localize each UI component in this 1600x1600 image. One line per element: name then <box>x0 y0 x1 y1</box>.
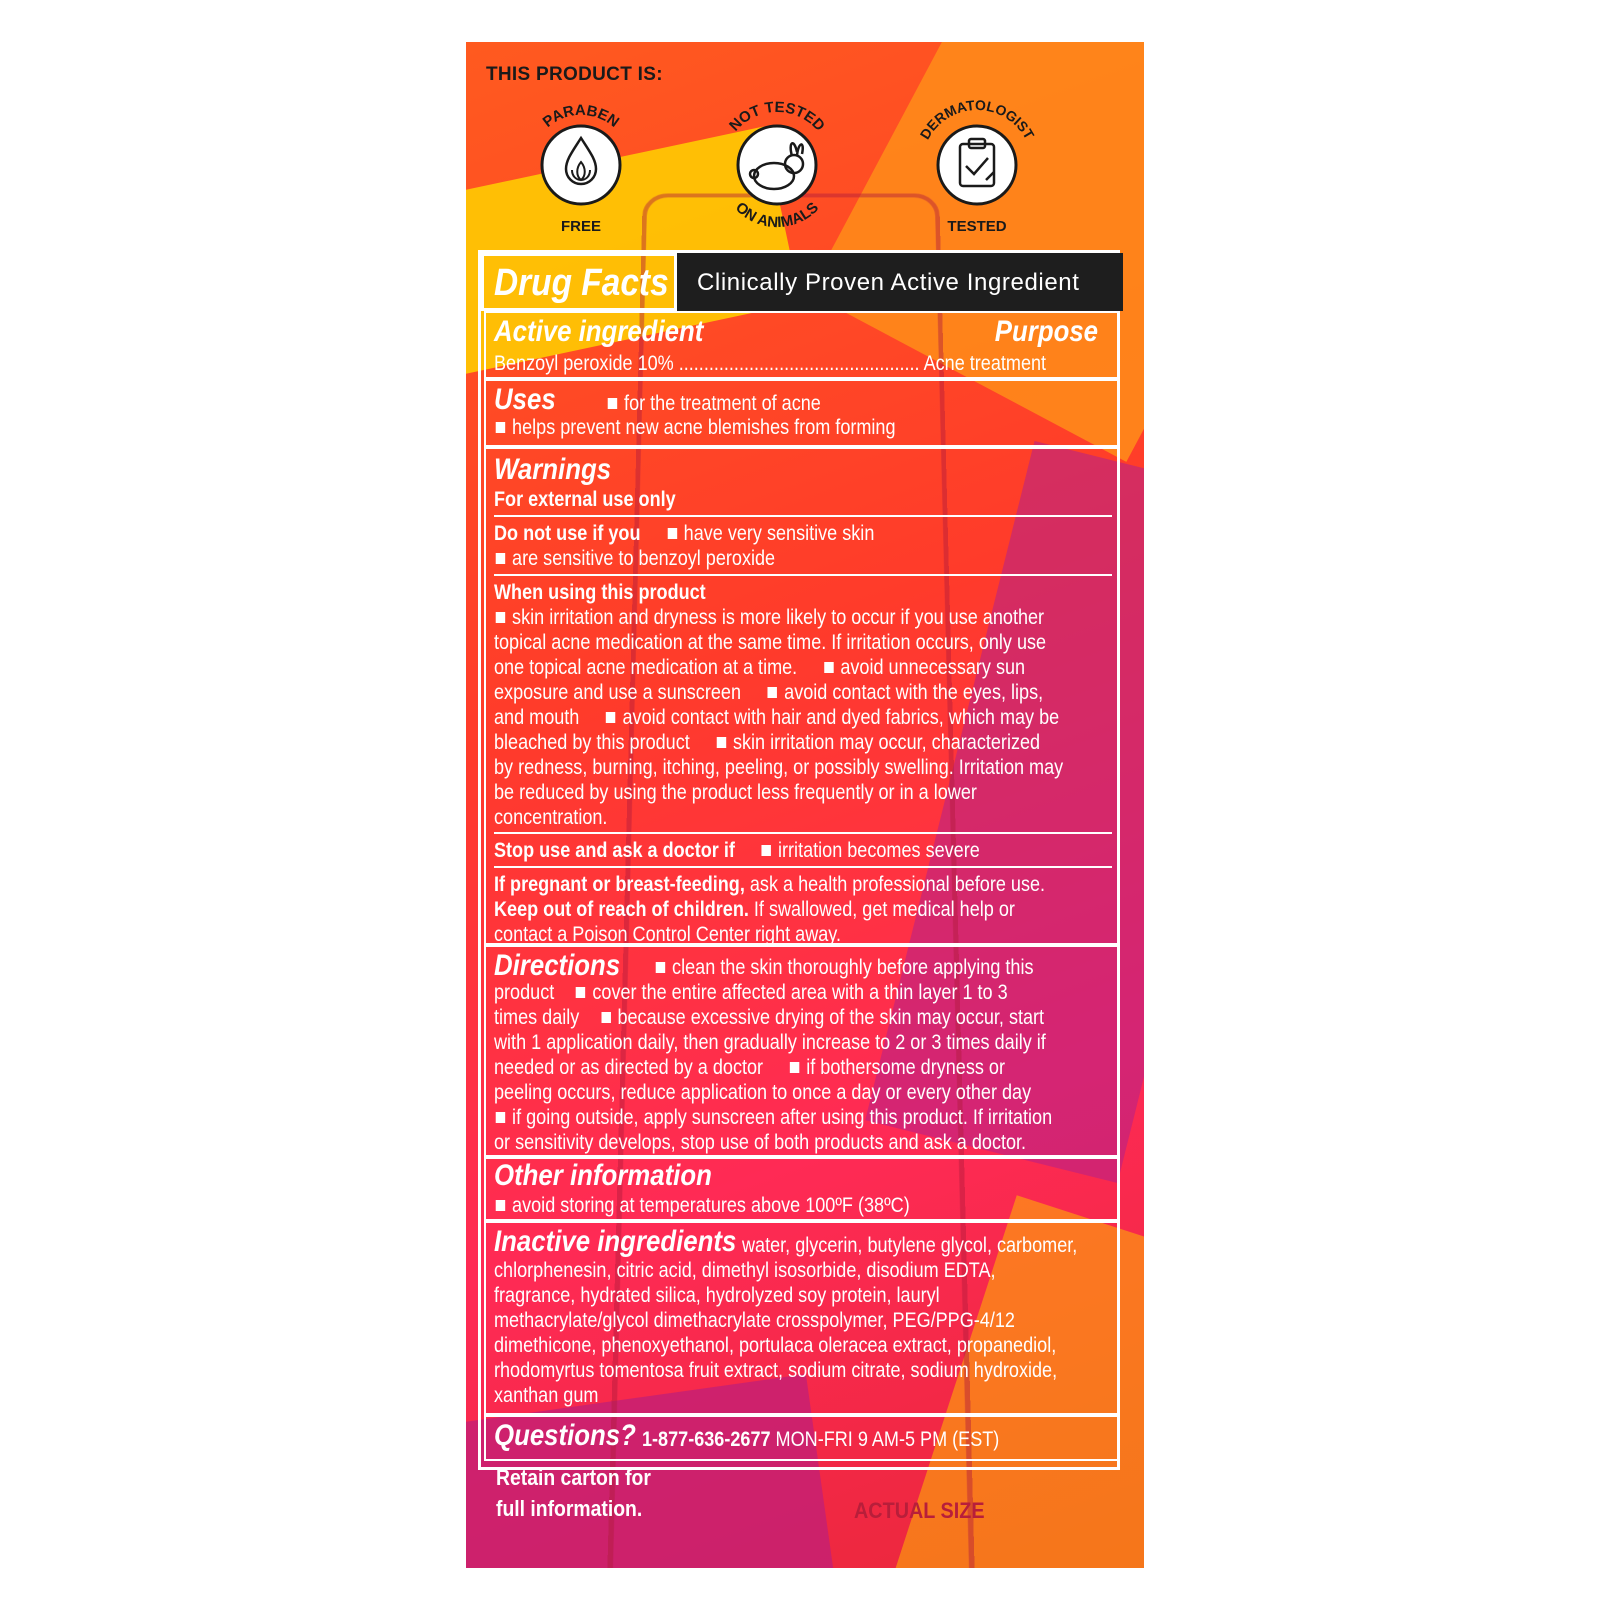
when-using-heading: When using this product <box>494 581 706 604</box>
when-using-line: one topical acne medication at a time. avoid unnecessary sun <box>494 656 1026 679</box>
directions-line: with 1 application daily, then gradually increase to 2 or 3 times daily if <box>494 1031 1046 1054</box>
other-information-item: avoid storing at temperatures above 100ºF (38ºC) <box>494 1193 910 1218</box>
do-not-use-line: are sensitive to benzoyl peroxide <box>494 546 775 571</box>
svg-text:NOT TESTED: NOT TESTED <box>726 98 828 135</box>
bullet-icon <box>768 687 777 698</box>
bullet-icon <box>576 987 585 998</box>
svg-text:TESTED: TESTED <box>947 218 1007 235</box>
product-carton <box>466 42 1144 1568</box>
questions-heading: Questions? <box>494 1419 636 1452</box>
when-using-line: and mouth avoid contact with hair and dyed fabrics, which may be <box>494 706 1060 729</box>
bullet-icon <box>762 845 771 856</box>
directions-line: peeling occurs, reduce application to once a day or every other day <box>494 1081 1032 1104</box>
inactive-ingredients-line: chlorphenesin, citric acid, dimethyl isosorbide, disodium EDTA, <box>494 1259 996 1282</box>
drug-facts-panel <box>478 250 1120 1470</box>
bullet-icon <box>608 398 617 409</box>
inactive-ingredients-heading: Inactive ingredients <box>494 1225 737 1258</box>
bullet-icon <box>496 422 505 433</box>
when-using-line: exposure and use a sunscreen avoid contact with the eyes, lips, <box>494 681 1044 704</box>
divider <box>494 832 1112 834</box>
purpose-heading: Purpose <box>994 315 1098 348</box>
divider <box>494 515 1112 517</box>
bullet-icon <box>496 553 505 564</box>
bullet-icon <box>667 528 676 539</box>
uses-heading: Uses <box>494 383 556 416</box>
drug-facts-title: Drug Facts <box>494 262 669 304</box>
when-using-line: bleached by this product skin irritation may occur, characterized <box>494 731 1041 754</box>
inactive-ingredients-line: methacrylate/glycol dimethacrylate crosspolymer, PEG/PPG-4/12 <box>494 1309 1015 1332</box>
active-ingredient-heading: Active ingredient <box>494 315 704 348</box>
retain-carton-note: Retain carton for full information. <box>496 1465 651 1521</box>
bullet-icon <box>824 662 833 673</box>
svg-text:PARABEN: PARABEN <box>539 101 623 131</box>
uses-section <box>484 379 1120 447</box>
directions-line: needed or as directed by a doctor if bothersome dryness or <box>494 1056 1005 1079</box>
warnings-heading: Warnings <box>494 453 612 486</box>
inactive-ingredients-line: dimethicone, phenoxyethanol, portulaca oleracea extract, propanediol, <box>494 1334 1057 1357</box>
when-using-line: by redness, burning, itching, peeling, or possibly swelling. Irritation may <box>494 756 1064 779</box>
other-information-section <box>484 1157 1120 1221</box>
directions-line: or sensitivity develops, stop use of both products and ask a doctor. <box>494 1131 1027 1154</box>
tagline-bar <box>677 253 1123 311</box>
phone-number: 1-877-636-2677 <box>642 1428 771 1451</box>
divider <box>494 574 1112 576</box>
divider <box>494 866 1112 868</box>
bullet-icon <box>656 962 665 973</box>
bullet-icon <box>606 712 615 723</box>
pregnant-line: If pregnant or breast-feeding, ask a health professional before use. <box>494 873 1046 896</box>
when-using-line: topical acne medication at the same time. If irritation occurs, only use <box>494 631 1047 654</box>
directions-line: if going outside, apply sunscreen after using this product. If irritation <box>494 1105 1052 1130</box>
actual-size-label: ACTUAL SIZE <box>854 1498 985 1523</box>
uses-item: for the treatment of acne <box>606 391 821 416</box>
external-use-text: For external use only <box>494 488 676 511</box>
bullet-icon <box>496 1200 505 1211</box>
inactive-ingredients-line: xanthan gum <box>494 1384 599 1407</box>
svg-text:DERMATOLOGIST: DERMATOLOGIST <box>916 96 1038 142</box>
svg-text:ON ANIMALS: ON ANIMALS <box>732 198 822 232</box>
paraben-free-badge <box>506 90 656 240</box>
active-ingredient-section <box>484 311 1120 379</box>
keep-out-line: contact a Poison Control Center right away. <box>494 923 841 946</box>
keep-out-line: Keep out of reach of children. If swallowed, get medical help or <box>494 898 1015 921</box>
dermatologist-tested-badge <box>902 90 1052 240</box>
other-information-heading: Other information <box>494 1159 712 1192</box>
inactive-ingredients-section <box>484 1221 1120 1415</box>
when-using-line: be reduced by using the product less frequently or in a lower <box>494 781 977 804</box>
inactive-ingredients-line: rhodomyrtus tomentosa fruit extract, sodium citrate, sodium hydroxide, <box>494 1359 1058 1382</box>
tagline-text: Clinically Proven Active Ingredient <box>697 269 1080 296</box>
inactive-ingredients-line: water, glycerin, butylene glycol, carbomer, <box>742 1234 1078 1257</box>
directions-line: times daily because excessive drying of the skin may occur, start <box>494 1006 1045 1029</box>
not-tested-on-animals-badge <box>702 90 852 240</box>
when-using-line: concentration. <box>494 806 608 829</box>
this-product-heading: THIS PRODUCT IS: <box>486 64 663 85</box>
drug-facts-header <box>481 253 1123 311</box>
hours: MON-FRI 9 AM-5 PM (EST) <box>775 1428 1000 1451</box>
directions-line: product cover the entire affected area with a thin layer 1 to 3 <box>494 981 1008 1004</box>
directions-section <box>484 945 1120 1157</box>
drug-facts-title-box <box>481 253 677 311</box>
when-using-line: skin irritation and dryness is more likely to occur if you use another <box>494 605 1044 630</box>
stop-use-line: Stop use and ask a doctor if irritation becomes severe <box>494 839 980 862</box>
bullet-icon <box>601 1012 610 1023</box>
questions-section <box>484 1415 1120 1461</box>
bullet-icon <box>496 1112 505 1123</box>
warnings-section <box>484 447 1120 945</box>
active-ingredient-line: Benzoyl peroxide 10% ................................................ Acne treatment <box>494 352 1047 375</box>
questions-contact <box>642 1427 999 1452</box>
uses-item: helps prevent new acne blemishes from forming <box>494 415 896 440</box>
inactive-ingredients-line: fragrance, hydrated silica, hydrolyzed soy protein, lauryl <box>494 1284 940 1307</box>
bullet-icon <box>790 1062 799 1073</box>
directions-heading: Directions <box>494 949 621 982</box>
directions-line: clean the skin thoroughly before applying this <box>654 955 1034 980</box>
bullet-icon <box>496 612 505 623</box>
do-not-use-line: Do not use if you have very sensitive skin <box>494 522 875 545</box>
svg-text:FREE: FREE <box>560 218 602 235</box>
bullet-icon <box>717 737 726 748</box>
